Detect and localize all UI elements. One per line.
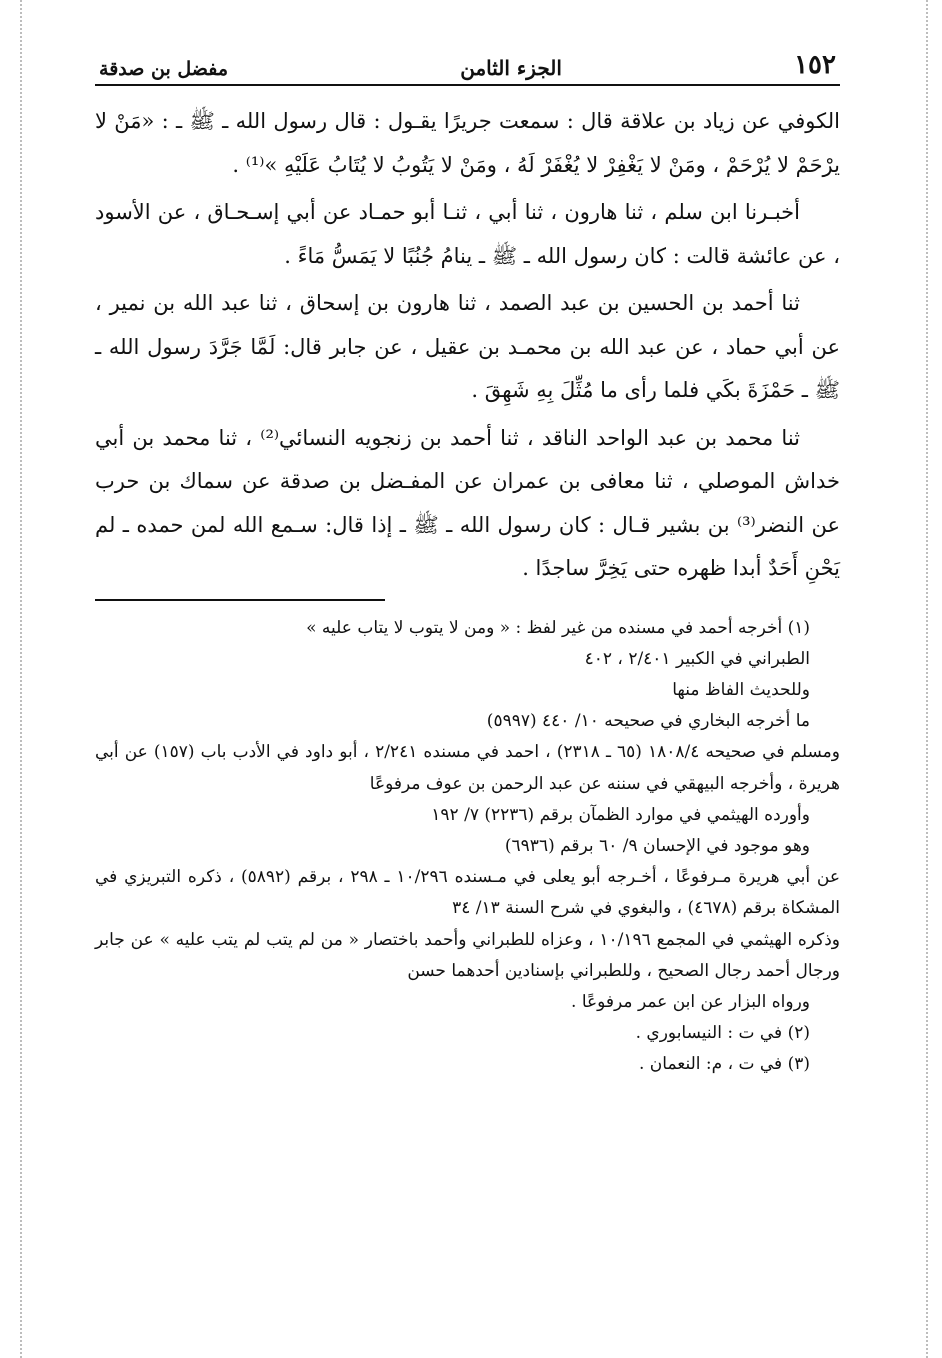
- page-header: [95, 40, 840, 86]
- footnote-line: عن أبي هريرة مـرفوعًا ، أخـرجه أبو يعلى في مـسنده ١٠/٢٩٦ ـ ٢٩٨ ، برقم (٥٨٩٢) ، ذكره التبريزي في المشكاة برقم (٤٦٧٨) ، والبغوي في شرح السنة ١٣/ ٣٤: [95, 867, 840, 919]
- running-title: الجزء الثامن: [460, 56, 562, 80]
- footnote-line: الطبراني في الكبير ٢/٤٠١ ، ٤٠٢: [584, 648, 810, 669]
- paragraph: أخبـرنا ابن سلم ، ثنا هارون ، ثنا أبي ، ثنـا أبو حمـاد عن أبي إسـحـاق ، عن الأسود ، عن عائشة قالت : كان رسول الله ـ ﷺ ـ ينامُ جُنُبًا لا يَمَسُّ مَاءً .: [95, 200, 840, 268]
- footnote-line: ومسلم في صحيحه ١٨٠٨/٤ (٦٥ ـ ٢٣١٨) ، احمد في مسنده ٢/٢٤١ ، أبو داود في الأدب باب (١٥٧) عن أبي هريرة ، وأخرجه البيهقي في سننه عن عبد الرحمن بن عوف مرفوعًا: [95, 742, 840, 794]
- page-number: ١٥٢: [794, 50, 836, 80]
- paragraph: ثنا محمد بن عبد الواحد الناقد ، ثنا أحمد بن زنجويه النسائي⁽²⁾ ، ثنا محمد بن أبي خداش الموصلي ، ثنا معافى بن عمران عن المفـضل بن صدقة عن سماك بن حرب عن النضر⁽³⁾ بن بشير قـال : كان رسول الله ـ ﷺ ـ إذا قال: سـمع الله لمن حمده ـ لم يَحْنِ أَحَدٌ أبدا ظهره حتى يَخِرَّ ساجدًا .: [95, 425, 840, 580]
- document-page: [95, 40, 840, 1081]
- footnote-line: (١) أخرجه أحمد في مسنده من غير لفظ : « ومن لا يتوب لا يتاب عليه »: [306, 617, 810, 638]
- footnote-line: وأورده الهيثمي في موارد الظمآن برقم (٢٢٣٦) ٧/ ١٩٢: [431, 804, 810, 825]
- main-text: [95, 100, 840, 591]
- page-edge-left: [20, 0, 22, 1358]
- footnote-line: ورواه البزار عن ابن عمر مرفوعًا .: [571, 991, 810, 1012]
- footnote-line: وللحديث الفاظ منها: [672, 679, 810, 700]
- footnote-separator: [95, 599, 385, 601]
- footnote-line: (٣) في ت ، م: النعمان .: [638, 1054, 810, 1075]
- footnote-line: وهو موجود في الإحسان ٩/ ٦٠ برقم (٦٩٣٦): [504, 835, 810, 856]
- book-title: مفضل بن صدقة: [99, 58, 229, 80]
- paragraph: الكوفي عن زياد بن علاقة قال : سمعت جريرًا يقـول : قال رسول الله ـ ﷺ ـ : «مَنْ لا يرْحَمْ لا يُرْحَمْ ، ومَنْ لا يَغْفِرْ لا يُغْفَرْ لَهُ ، ومَنْ لا يَتُوبُ لا يُتَابُ عَلَيْهِ »⁽¹⁾ .: [95, 109, 840, 177]
- paragraph: ثنا أحمد بن الحسين بن عبد الصمد ، ثنا هارون بن إسحاق ، ثنا عبد الله بن نمير ، عن أبي حماد ، عن عبد الله بن محمـد بن عقيل ، عن جابر قال: لَمَّا جَرَّدَ رسول الله ـ ﷺ ـ حَمْزَةَ بكَي فلما رأى ما مُثِّلَ بِهِ شَهِقَ .: [95, 291, 840, 402]
- footnote-line: ما أخرجه البخاري في صحيحه ١٠/ ٤٤٠ (٥٩٩٧): [486, 711, 810, 732]
- footnote-line: (٢) في ت : النيسابوري .: [635, 1023, 810, 1044]
- footnote-line: وذكره الهيثمي في المجمع ١٠/١٩٦ ، وعزاه للطبراني وأحمد باختصار « من لم يتب لم يتب عليه » عن جابر ورجال أحمد رجال الصحيح ، وللطبراني بإسنادين أحدهما حسن: [95, 929, 840, 981]
- page-edge-right: [926, 0, 928, 1358]
- footnotes: [95, 613, 840, 1081]
